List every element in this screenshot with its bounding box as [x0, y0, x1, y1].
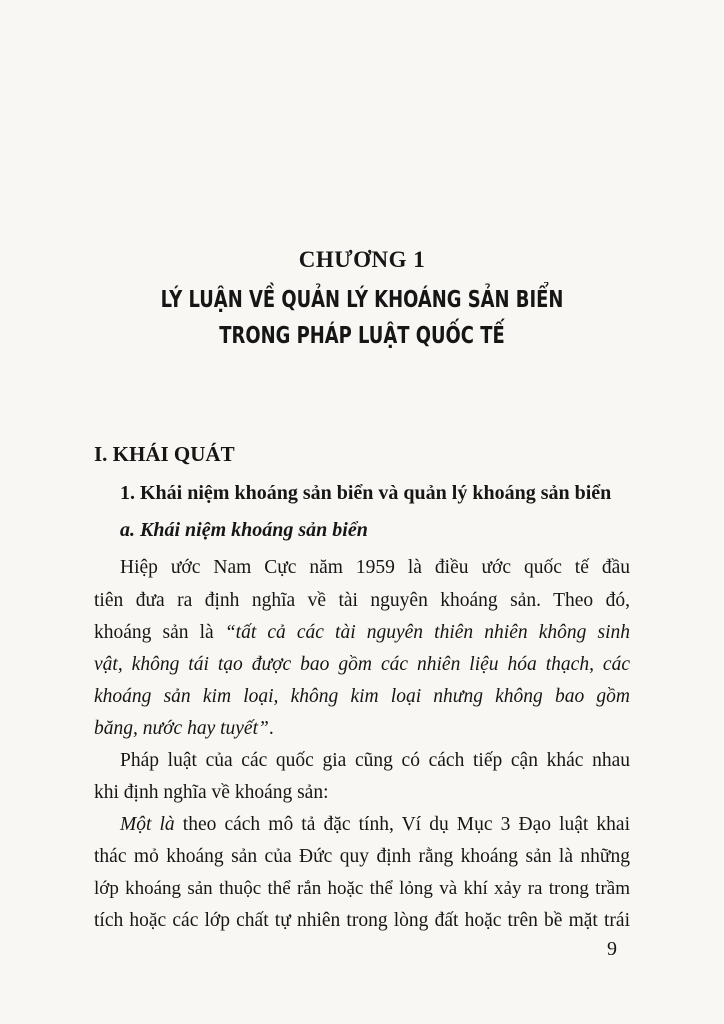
- paragraph-1-line-3-quote: “tất cả các tài nguyên thiên nhiên không sinh: [224, 622, 630, 643]
- paragraph-1-line-6-quote: băng, nước hay tuyết”: [94, 718, 269, 739]
- chapter-title-line-2: TRONG PHÁP LUẬT QUỐC TẾ: [219, 323, 505, 349]
- paragraph-2-line-2: khi định nghĩa về khoáng sản:: [94, 782, 329, 803]
- paragraph-2-line-1: Pháp luật của các quốc gia cũng có cách tiếp cận khác nhau: [120, 750, 630, 771]
- paragraph-1-line-3: [94, 622, 630, 644]
- paragraph-3-line-2: thác mỏ khoáng sản của Đức quy định rằng khoáng sản là những: [94, 846, 630, 867]
- paragraph-1-line-5: khoáng sản kim loại, không kim loại nhưng không bao gồm: [94, 686, 630, 707]
- paragraph-1-line-6-plain: .: [268, 718, 274, 739]
- paragraph-1-line-1: Hiệp ước Nam Cực năm 1959 là điều ước quốc tế đầu: [120, 557, 630, 578]
- chapter-title-line-1: LÝ LUẬN VỀ QUẢN LÝ KHOÁNG SẢN BIỂN: [160, 287, 564, 313]
- chapter-label: CHƯƠNG 1: [298, 247, 426, 272]
- page-number: 9: [607, 938, 617, 960]
- subheading: 1. Khái niệm khoáng sản biển và quản lý khoáng sản biển: [120, 482, 612, 504]
- paragraph-3-line-3: lớp khoáng sản thuộc thể rắn hoặc thể lỏng và khí xảy ra trong trầm: [94, 878, 630, 899]
- paragraph-1-line-4: vật, không tái tạo được bao gồm các nhiên liệu hóa thạch, các: [94, 654, 630, 675]
- section-heading: I. KHÁI QUÁT: [94, 442, 235, 466]
- subsubheading: a. Khái niệm khoáng sản biển: [120, 519, 368, 541]
- paragraph-3-line-1-lead: Một là: [120, 814, 175, 835]
- paragraph-1-line-2: tiên đưa ra định nghĩa về tài nguyên khoáng sản. Theo đó,: [94, 590, 630, 611]
- paragraph-3-line-1-rest: theo cách mô tả đặc tính, Ví dụ Mục 3 Đạo luật khai: [174, 814, 630, 835]
- paragraph-1-line-6: [94, 718, 630, 740]
- paragraph-3-line-4: tích hoặc các lớp chất tự nhiên trong lòng đất hoặc trên bề mặt trái: [94, 910, 630, 931]
- paragraph-3-line-1: [120, 814, 630, 836]
- paragraph-1-line-3-plain: khoáng sản là: [94, 622, 225, 643]
